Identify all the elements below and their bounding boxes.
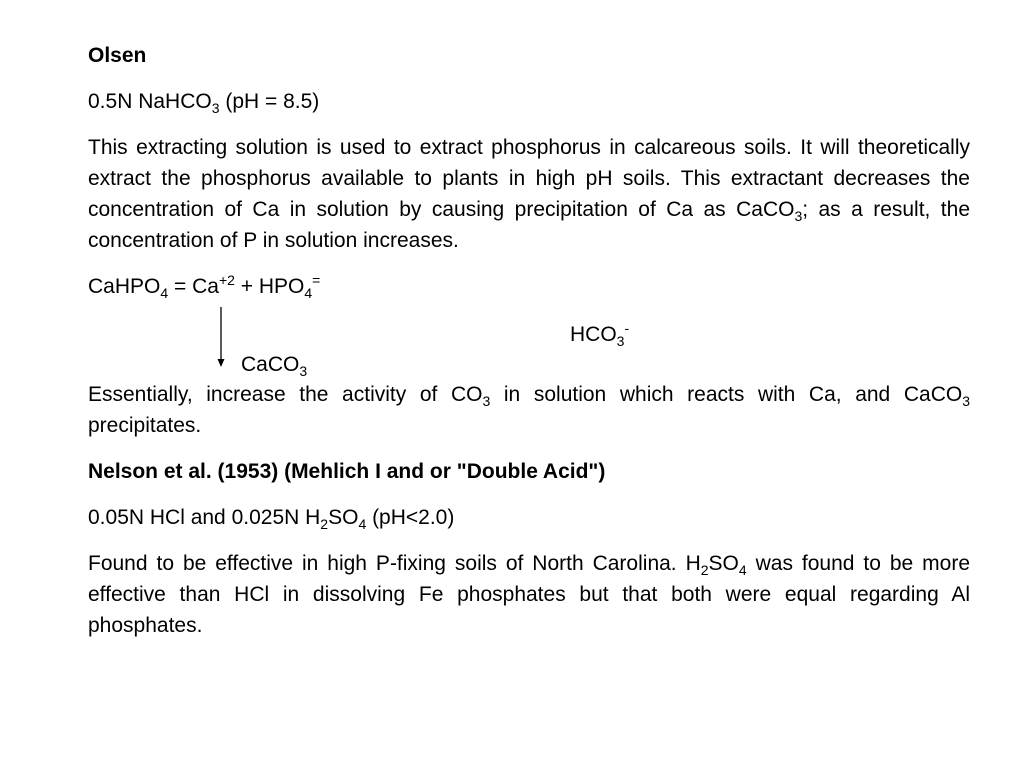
conclusion-sub2: 3	[962, 393, 970, 409]
olsen-conclusion	[88, 379, 970, 441]
nelson-reagent-sub1: 2	[320, 516, 329, 532]
olsen-heading: Olsen	[88, 44, 147, 67]
hpo-sub: 4	[304, 285, 313, 301]
nelson-description-part1: Found to be effective in high P-fixing soils of North Carolina. H	[88, 552, 701, 575]
down-arrow-icon	[216, 307, 226, 367]
nelson-reagent-sub2: 4	[358, 516, 367, 532]
bicarbonate-charge: -	[624, 320, 630, 336]
nelson-description-mid: SO	[708, 552, 739, 575]
precipitate-sub: 3	[299, 363, 308, 379]
reaction-diagram	[88, 271, 970, 379]
nelson-reagent-prefix: 0.05N HCl and 0.025N H	[88, 506, 321, 529]
olsen-reagent-prefix: 0.5N NaHCO	[88, 90, 212, 113]
conclusion-sub1: 3	[482, 393, 491, 409]
precipitate	[241, 349, 307, 380]
nelson-reagent-suffix: (pH<2.0)	[366, 506, 455, 529]
equals-ca: = Ca	[168, 275, 219, 298]
reactant-sub: 4	[160, 285, 169, 301]
reaction-equation	[88, 271, 320, 302]
nelson-description-sub1: 2	[700, 562, 709, 578]
olsen-reagent-sub: 3	[211, 100, 220, 116]
ca-charge: +2	[218, 272, 235, 288]
olsen-description	[88, 132, 970, 256]
conclusion-part2: in solution which reacts with Ca, and CaCO	[490, 383, 963, 406]
nelson-heading: Nelson et al. (1953) (Mehlich I and or "Double Acid")	[88, 460, 606, 483]
olsen-description-part1: This extracting solution is used to extract phosphorus in calcareous soils. It will theoretically extract the phosphorus available to plants in high pH soils. This extractant decreases the concentration of Ca in solution by causing precipitation of Ca as CaCO	[88, 136, 970, 221]
olsen-description-part2: ; as a result, the concentration of P in solution increases.	[88, 198, 970, 252]
bicarbonate	[570, 319, 629, 350]
document-page	[88, 40, 970, 641]
olsen-description-sub: 3	[794, 208, 803, 224]
precipitate-text: CaCO	[241, 353, 300, 376]
hpo-charge: =	[312, 272, 321, 288]
bicarbonate-sub: 3	[616, 333, 625, 349]
olsen-reagent	[88, 86, 970, 117]
nelson-reagent	[88, 502, 970, 533]
plus-hpo: + HPO	[234, 275, 305, 298]
nelson-description-sub2: 4	[738, 562, 747, 578]
nelson-reagent-mid: SO	[328, 506, 359, 529]
reactant: CaHPO	[88, 275, 161, 298]
nelson-description	[88, 548, 970, 641]
nelson-description-part2: was found to be more effective than HCl in dissolving Fe phosphates but that both were equal regarding Al phosphates.	[88, 552, 970, 637]
conclusion-part1: Essentially, increase the activity of CO	[88, 383, 483, 406]
conclusion-part3: precipitates.	[88, 414, 202, 437]
bicarbonate-text: HCO	[570, 323, 617, 346]
olsen-reagent-suffix: (pH = 8.5)	[219, 90, 320, 113]
